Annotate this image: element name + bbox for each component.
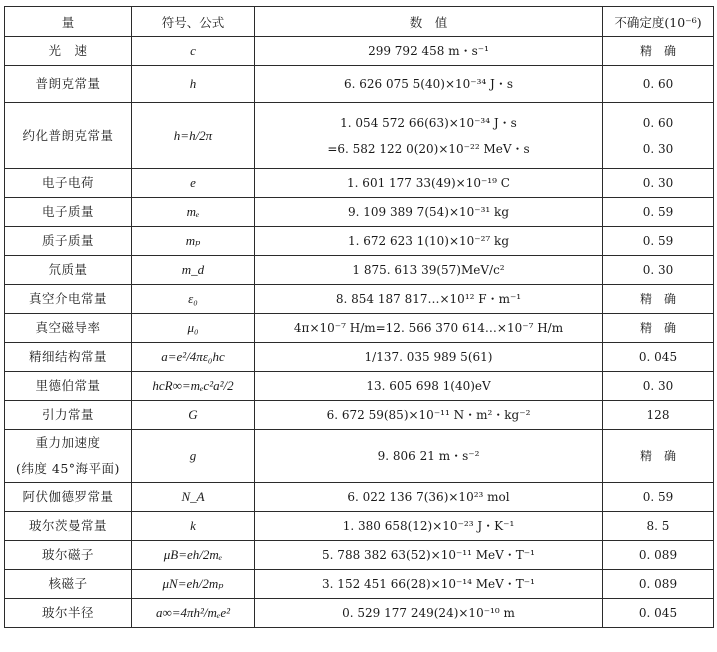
symbol-cell: μN=eh/2mₚ xyxy=(132,570,255,599)
symbol-cell: e xyxy=(132,169,255,198)
symbol-cell: mₑ xyxy=(132,198,255,227)
header-value: 数 值 xyxy=(255,7,603,37)
uncertainty-cell xyxy=(603,66,714,103)
table-row xyxy=(5,570,714,599)
quantity-cell xyxy=(5,599,132,628)
quantity-name: 阿伏伽德罗常量 xyxy=(22,489,114,504)
quantity-cell xyxy=(5,227,132,256)
header-quantity: 量 xyxy=(5,7,132,37)
uncertainty-line: 精 确 xyxy=(639,449,676,463)
uncertainty-cell xyxy=(603,430,714,483)
table-row xyxy=(5,430,714,483)
uncertainty-cell xyxy=(603,512,714,541)
quantity-cell xyxy=(5,66,132,103)
quantity-cell xyxy=(5,285,132,314)
quantity-cell xyxy=(5,198,132,227)
quantity-cell xyxy=(5,512,132,541)
quantity-name: 电子电荷 xyxy=(41,175,94,190)
uncertainty-line: 0. 089 xyxy=(638,548,678,562)
symbol-cell: a∞=4πh²/mₑe² xyxy=(132,599,255,628)
quantity-cell xyxy=(5,37,132,66)
value-cell xyxy=(255,37,603,66)
quantity-name: 里德伯常量 xyxy=(35,378,101,393)
value-cell xyxy=(255,256,603,285)
uncertainty-line: 0. 59 xyxy=(642,490,674,504)
quantity-name: 约化普朗克常量 xyxy=(22,127,114,143)
symbol-cell: k xyxy=(132,512,255,541)
table-row xyxy=(5,285,714,314)
uncertainty-cell xyxy=(603,599,714,628)
value-line: 8. 854 187 817…×10¹² F・m⁻¹ xyxy=(335,292,522,306)
table-row xyxy=(5,599,714,628)
uncertainty-cell xyxy=(603,372,714,401)
table-body xyxy=(5,37,714,628)
uncertainty-line: 0. 30 xyxy=(642,176,674,190)
uncertainty-cell xyxy=(603,227,714,256)
uncertainty-cell xyxy=(603,37,714,66)
table-row xyxy=(5,314,714,343)
quantity-name: 引力常量 xyxy=(41,407,94,422)
table-row xyxy=(5,483,714,512)
symbol-cell: h xyxy=(132,66,255,103)
quantity-condition: (纬度 45°海平面) xyxy=(16,461,120,476)
symbol-cell: hcR∞=mₑc²a²/2 xyxy=(132,372,255,401)
uncertainty-cell xyxy=(603,570,714,599)
header-symbol: 符号、公式 xyxy=(132,7,255,37)
quantity-cell xyxy=(5,430,132,483)
quantity-cell xyxy=(5,169,132,198)
quantity-name: 真空介电常量 xyxy=(28,291,107,306)
value-line: 6. 022 136 7(36)×10²³ mol xyxy=(347,490,510,504)
uncertainty-line: 0. 60 xyxy=(642,77,674,91)
value-line: 9. 806 21 m・s⁻² xyxy=(377,449,480,463)
quantity-name: 真空磁导率 xyxy=(35,320,101,335)
value-line: 13. 605 698 1(40)eV xyxy=(366,379,491,393)
table-row xyxy=(5,343,714,372)
value-line: 6. 672 59(85)×10⁻¹¹ N・m²・kg⁻² xyxy=(326,408,531,422)
quantity-name: 重力加速度 xyxy=(35,435,101,450)
uncertainty-line: 0. 30 xyxy=(642,379,674,393)
quantity-cell xyxy=(5,314,132,343)
symbol-cell: μ₀ xyxy=(132,314,255,343)
uncertainty-line: 0. 60 xyxy=(642,115,674,130)
symbol-cell: g xyxy=(132,430,255,483)
header-uncertainty: 不确定度(10⁻⁶) xyxy=(603,7,714,37)
quantity-cell xyxy=(5,570,132,599)
uncertainty-cell xyxy=(603,343,714,372)
value-line: 1. 380 658(12)×10⁻²³ J・K⁻¹ xyxy=(342,519,515,533)
quantity-cell xyxy=(5,256,132,285)
uncertainty-line: 精 确 xyxy=(639,321,676,335)
uncertainty-cell xyxy=(603,256,714,285)
quantity-name: 玻尔半径 xyxy=(41,605,94,620)
value-line: 0. 529 177 249(24)×10⁻¹⁰ m xyxy=(342,606,515,620)
uncertainty-cell xyxy=(603,285,714,314)
table-row xyxy=(5,227,714,256)
symbol-cell: h=h/2π xyxy=(132,103,255,169)
value-line: 1. 672 623 1(10)×10⁻²⁷ kg xyxy=(347,234,509,248)
quantity-cell xyxy=(5,372,132,401)
quantity-name: 玻尔茨曼常量 xyxy=(28,518,107,533)
uncertainty-line: 0. 30 xyxy=(642,263,674,277)
table-row xyxy=(5,66,714,103)
symbol-cell: c xyxy=(132,37,255,66)
quantity-cell xyxy=(5,401,132,430)
value-cell xyxy=(255,285,603,314)
quantity-name: 精细结构常量 xyxy=(28,349,107,364)
value-cell xyxy=(255,483,603,512)
uncertainty-line: 8. 5 xyxy=(646,519,670,533)
quantity-cell xyxy=(5,103,132,169)
value-cell xyxy=(255,599,603,628)
value-line: 299 792 458 m・s⁻¹ xyxy=(368,44,489,58)
value-cell xyxy=(255,66,603,103)
uncertainty-line: 精 确 xyxy=(639,44,676,58)
value-cell xyxy=(255,103,603,169)
value-line: 1. 601 177 33(49)×10⁻¹⁹ C xyxy=(347,176,510,190)
value-line: 3. 152 451 66(28)×10⁻¹⁴ MeV・T⁻¹ xyxy=(322,577,535,591)
value-cell xyxy=(255,512,603,541)
value-line: =6. 582 122 0(20)×10⁻²² MeV・s xyxy=(327,141,530,156)
value-cell xyxy=(255,314,603,343)
table-row xyxy=(5,37,714,66)
value-cell xyxy=(255,570,603,599)
table-row xyxy=(5,372,714,401)
uncertainty-line: 0. 59 xyxy=(642,205,674,219)
value-line: 4π×10⁻⁷ H/m=12. 566 370 614…×10⁻⁷ H/m xyxy=(293,321,564,335)
uncertainty-line: 精 确 xyxy=(639,292,676,306)
quantity-name: 质子质量 xyxy=(41,233,94,248)
uncertainty-cell xyxy=(603,169,714,198)
symbol-cell: ε₀ xyxy=(132,285,255,314)
table-row xyxy=(5,401,714,430)
table-header-row xyxy=(5,7,714,37)
table-row xyxy=(5,256,714,285)
table-row xyxy=(5,103,714,169)
quantity-name: 普朗克常量 xyxy=(35,76,101,91)
quantity-name: 核磁子 xyxy=(48,576,88,591)
value-line: 1 875. 613 39(57)MeV/c² xyxy=(352,263,505,277)
symbol-cell: m_d xyxy=(132,256,255,285)
table-row xyxy=(5,169,714,198)
value-cell xyxy=(255,169,603,198)
symbol-cell: G xyxy=(132,401,255,430)
value-cell xyxy=(255,372,603,401)
quantity-name: 光 速 xyxy=(48,43,88,58)
symbol-cell: μB=eh/2mₑ xyxy=(132,541,255,570)
symbol-cell: N_A xyxy=(132,483,255,512)
uncertainty-cell xyxy=(603,103,714,169)
value-line: 9. 109 389 7(54)×10⁻³¹ kg xyxy=(347,205,509,219)
uncertainty-line: 0. 30 xyxy=(642,141,674,156)
quantity-name: 玻尔磁子 xyxy=(41,547,94,562)
uncertainty-cell xyxy=(603,314,714,343)
uncertainty-cell xyxy=(603,483,714,512)
table-row xyxy=(5,198,714,227)
quantity-cell xyxy=(5,541,132,570)
uncertainty-line: 0. 089 xyxy=(638,577,678,591)
symbol-cell: mₚ xyxy=(132,227,255,256)
physical-constants-table xyxy=(4,6,714,628)
quantity-cell xyxy=(5,343,132,372)
value-line: 5. 788 382 63(52)×10⁻¹¹ MeV・T⁻¹ xyxy=(322,548,535,562)
uncertainty-line: 0. 045 xyxy=(638,350,678,364)
table-row xyxy=(5,541,714,570)
uncertainty-line: 0. 045 xyxy=(638,606,678,620)
value-line: 6. 626 075 5(40)×10⁻³⁴ J・s xyxy=(343,77,514,91)
value-line: 1. 054 572 66(63)×10⁻³⁴ J・s xyxy=(340,115,517,130)
value-line: 1/137. 035 989 5(61) xyxy=(364,350,493,364)
value-cell xyxy=(255,401,603,430)
uncertainty-line: 128 xyxy=(646,408,670,422)
quantity-name: 氘质量 xyxy=(48,262,88,277)
value-cell xyxy=(255,430,603,483)
table-row xyxy=(5,512,714,541)
quantity-name: 电子质量 xyxy=(41,204,94,219)
value-cell xyxy=(255,227,603,256)
value-cell xyxy=(255,541,603,570)
uncertainty-cell xyxy=(603,541,714,570)
value-cell xyxy=(255,343,603,372)
value-cell xyxy=(255,198,603,227)
symbol-cell: a=e²/4πε₀hc xyxy=(132,343,255,372)
quantity-cell xyxy=(5,483,132,512)
uncertainty-cell xyxy=(603,198,714,227)
uncertainty-line: 0. 59 xyxy=(642,234,674,248)
uncertainty-cell xyxy=(603,401,714,430)
